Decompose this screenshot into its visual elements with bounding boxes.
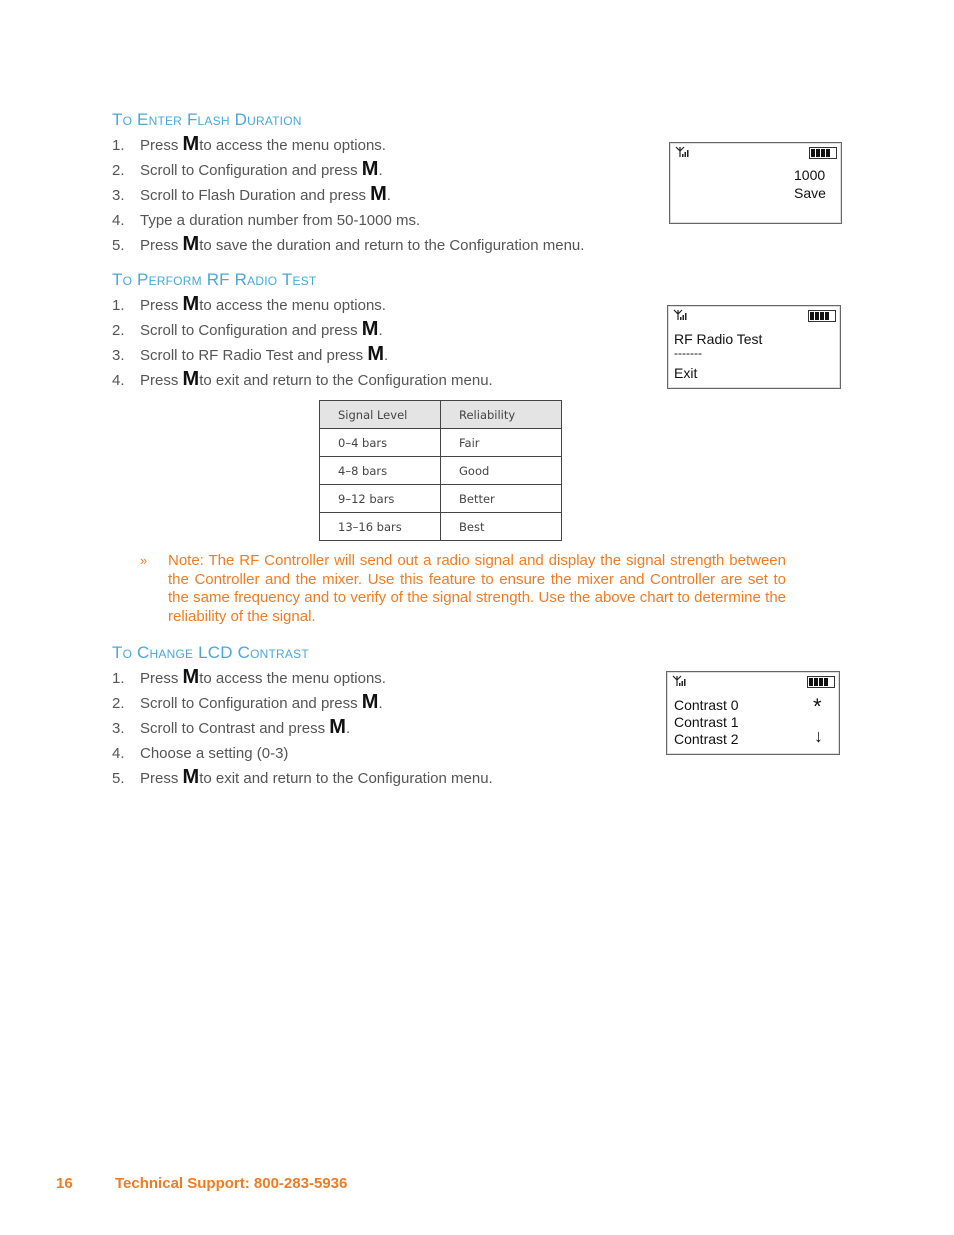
lcd-flash-duration xyxy=(669,142,842,224)
step: 4. Choose a setting (0-3) xyxy=(112,745,289,762)
step: 3. Scroll to Contrast and press M. xyxy=(112,716,351,738)
table-cell: Good xyxy=(441,457,562,485)
steps-rf-radio-test xyxy=(112,293,493,393)
lcd-contrast-option: Contrast 1 xyxy=(674,714,739,730)
table-cell: Fair xyxy=(441,429,562,457)
lcd-contrast xyxy=(666,671,840,755)
lcd-title: RF Radio Test xyxy=(674,331,763,347)
steps-lcd-contrast xyxy=(112,666,493,791)
step: 5. Press Mto save the duration and return to the Configuration menu. xyxy=(112,233,585,255)
note-text: Note: The RF Controller will send out a radio signal and display the signal strength between the Controller and the mixer. Use this feature to ensure the mixer and Controller are set to the same frequency and to verify of the signal strength. Use the above chart to determine the reliability of the signal. xyxy=(168,552,786,625)
m-key-icon: M xyxy=(367,343,384,365)
table-row xyxy=(320,429,562,457)
selected-marker-icon: * xyxy=(813,694,822,719)
table-cell: Best xyxy=(441,513,562,541)
table-row xyxy=(320,457,562,485)
antenna-signal-icon xyxy=(673,309,687,321)
step: 2. Scroll to Configuration and press M. xyxy=(112,158,383,180)
m-key-icon: M xyxy=(370,183,387,205)
table-cell: 9–12 bars xyxy=(320,485,441,513)
table-cell: 0–4 bars xyxy=(320,429,441,457)
m-key-icon: M xyxy=(329,716,346,738)
table-header-row xyxy=(320,401,562,429)
column-header: Reliability xyxy=(441,401,562,429)
steps-flash-duration xyxy=(112,133,584,258)
arrow-down-icon: ↓ xyxy=(814,726,823,746)
m-key-icon: M xyxy=(182,233,200,255)
step: 2. Scroll to Configuration and press M. xyxy=(112,691,383,713)
m-key-icon: M xyxy=(361,158,379,180)
step: 1. Press Mto access the menu options. xyxy=(112,666,386,688)
step: 3. Scroll to Flash Duration and press M. xyxy=(112,183,391,205)
section-heading-lcd-contrast: To Change LCD Contrast xyxy=(112,643,309,662)
note-bullet-icon: » xyxy=(140,553,148,568)
lcd-divider: ------- xyxy=(674,346,702,360)
lcd-rf-radio-test xyxy=(667,305,841,389)
table-cell: 13–16 bars xyxy=(320,513,441,541)
m-key-icon: M xyxy=(361,691,379,713)
section-heading-rf-radio-test: To Perform RF Radio Test xyxy=(112,270,317,289)
lcd-contrast-option: Contrast 2 xyxy=(674,731,739,747)
technical-support: Technical Support: 800-283-5936 xyxy=(115,1175,348,1192)
lcd-save: Save xyxy=(794,185,826,201)
step: 5. Press Mto exit and return to the Configuration menu. xyxy=(112,766,493,788)
m-key-icon: M xyxy=(182,666,200,688)
column-header: Signal Level xyxy=(320,401,441,429)
antenna-signal-icon xyxy=(675,146,689,158)
rf-note xyxy=(140,552,786,626)
table-row xyxy=(320,485,562,513)
lcd-contrast-option: Contrast 0 xyxy=(674,697,739,713)
battery-icon xyxy=(807,676,835,688)
m-key-icon: M xyxy=(361,318,379,340)
antenna-signal-icon xyxy=(672,675,686,687)
page-number: 16 xyxy=(56,1175,73,1192)
battery-icon xyxy=(809,147,837,159)
table-row xyxy=(320,513,562,541)
step: 1. Press Mto access the menu options. xyxy=(112,293,386,315)
m-key-icon: M xyxy=(182,766,200,788)
m-key-icon: M xyxy=(182,293,200,315)
m-key-icon: M xyxy=(182,368,200,390)
step: 2. Scroll to Configuration and press M. xyxy=(112,318,383,340)
table-cell: Better xyxy=(441,485,562,513)
battery-icon xyxy=(808,310,836,322)
lcd-exit: Exit xyxy=(674,365,698,381)
m-key-icon: M xyxy=(182,133,200,155)
signal-reliability-table xyxy=(319,400,562,541)
step: 4. Type a duration number from 50-1000 ms. xyxy=(112,212,421,229)
step: 3. Scroll to RF Radio Test and press M. xyxy=(112,343,389,365)
table-cell: 4–8 bars xyxy=(320,457,441,485)
section-heading-flash-duration: To Enter Flash Duration xyxy=(112,110,302,129)
step: 1. Press Mto access the menu options. xyxy=(112,133,386,155)
lcd-value: 1000 xyxy=(794,167,826,183)
step: 4. Press Mto exit and return to the Configuration menu. xyxy=(112,368,493,390)
